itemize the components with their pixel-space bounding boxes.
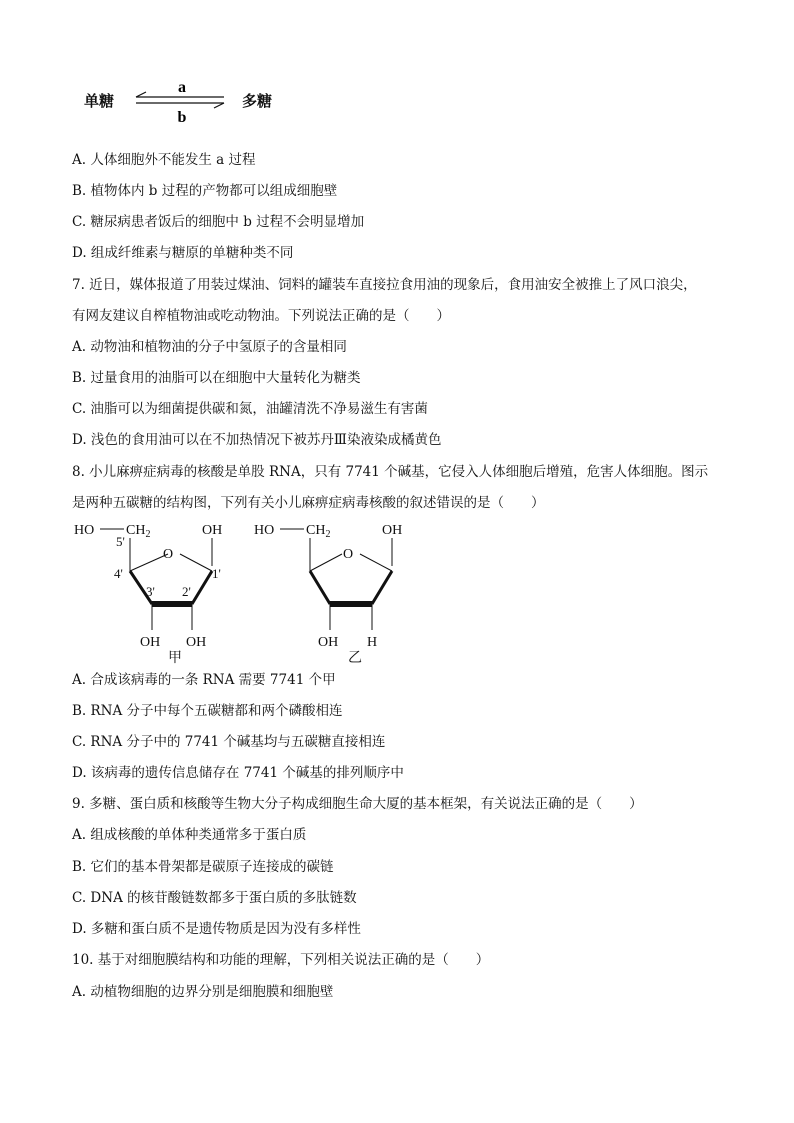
ribose-c3-oh-label: OH	[140, 635, 161, 650]
q8-stem-line2: 是两种五碳糖的结构图，下列有关小儿麻痹症病毒核酸的叙述错误的是（ ）	[72, 495, 545, 511]
ribose-c1-label: 1'	[212, 566, 221, 581]
arrow-label-b: b	[177, 109, 187, 126]
ribose-ring-c1-c2	[192, 571, 212, 604]
ribose-ring-oxygen: O	[163, 547, 174, 562]
q9-option-b: B. 它们的基本骨架都是碳原子连接成的碳链	[72, 859, 334, 875]
deoxyribose-c2-h-label: H	[367, 635, 378, 650]
ribose-c2-label: 2'	[182, 584, 191, 599]
deoxyribose-c1-oh-label: OH	[382, 523, 403, 538]
q8-stem-line1: 8. 小儿麻痹症病毒的核酸是单股 RNA，只有 7741 个碱基，它侵入人体细胞后增殖，危害人体细胞。图示	[72, 464, 709, 480]
ribose-c2-oh-label: OH	[186, 635, 207, 650]
q9-option-a: A. 组成核酸的单体种类通常多于蛋白质	[72, 827, 307, 843]
arrow-label-a: a	[178, 79, 186, 96]
q6-option-b: B. 植物体内 b 过程的产物都可以组成细胞壁	[72, 183, 338, 199]
ribose-ho-label: HO	[74, 523, 95, 538]
arrow-b-head	[214, 103, 224, 108]
ribose-ring-o-c1	[180, 554, 212, 571]
q7-stem-line1: 7. 近日，媒体报道了用装过煤油、饲料的罐装车直接拉食用油的现象后，食用油安全被推上了风口浪尖，	[72, 277, 697, 293]
q6-option-d: D. 组成纤维素与糖原的单糖种类不同	[72, 245, 294, 261]
q7-option-d: D. 浅色的食用油可以在不加热情况下被苏丹Ⅲ染液染成橘黄色	[72, 432, 442, 448]
deoxyribose-ho-label: HO	[254, 523, 275, 538]
ribose-caption: 甲	[168, 651, 182, 666]
ribose-c1-oh-label: OH	[202, 523, 223, 538]
deoxyribose-c3-oh-label: OH	[318, 635, 339, 650]
monosaccharide-polysaccharide-diagram	[80, 78, 300, 126]
q8-option-d: D. 该病毒的遗传信息储存在 7741 个碱基的排列顺序中	[72, 765, 404, 781]
ribose-c5-label: 5'	[116, 534, 125, 549]
q10-option-a: A. 动植物细胞的边界分别是细胞膜和细胞壁	[72, 984, 334, 1000]
q6-option-c: C. 糖尿病患者饭后的细胞中 b 过程不会明显增加	[72, 214, 365, 230]
q7-option-a: A. 动物油和植物油的分子中氢原子的含量相同	[72, 339, 347, 355]
ribose-c3-label: 3'	[146, 584, 155, 599]
ribose-ch2-label: $CH_2$	[126, 523, 151, 540]
deoxyribose-ring-oxygen: O	[343, 547, 354, 562]
q9-option-d: D. 多糖和蛋白质不是遗传物质是因为没有多样性	[72, 921, 361, 937]
q7-option-b: B. 过量食用的油脂可以在细胞中大量转化为糖类	[72, 370, 361, 386]
deoxyribose-ring-c1-c2	[372, 571, 392, 604]
deoxyribose-ring-o-c1	[360, 554, 392, 571]
q8-option-b: B. RNA 分子中每个五碳糖都和两个磷酸相连	[72, 703, 343, 719]
arrow-a-head	[136, 92, 146, 97]
deoxyribose-ch2-label: $CH_2$	[306, 523, 331, 540]
q9-stem: 9. 多糖、蛋白质和核酸等生物大分子构成细胞生命大厦的基本框架，有关说法正确的是（ ）	[72, 796, 643, 812]
reversible-arrows	[132, 78, 232, 126]
monosaccharide-label: 单糖	[84, 92, 115, 110]
ribose-c4-label: 4'	[114, 566, 123, 581]
q7-stem-line2: 有网友建议自榨植物油或吃动物油。下列说法正确的是（ ）	[72, 308, 450, 324]
pentose-structures-figure	[72, 516, 432, 666]
q10-stem: 10. 基于对细胞膜结构和功能的理解，下列相关说法正确的是（ ）	[72, 952, 490, 968]
deoxyribose-ring-c4-o	[310, 554, 342, 571]
q6-option-a: A. 人体细胞外不能发生 a 过程	[72, 152, 256, 168]
q8-option-c: C. RNA 分子中的 7741 个碱基均与五碳糖直接相连	[72, 734, 386, 750]
ribose-structure	[74, 523, 222, 666]
deoxyribose-ring-c4-c3	[310, 571, 330, 604]
deoxyribose-structure	[254, 523, 402, 666]
q8-option-a: A. 合成该病毒的一条 RNA 需要 7741 个甲	[72, 672, 336, 688]
polysaccharide-label: 多糖	[242, 92, 273, 110]
q9-option-c: C. DNA 的核苷酸链数都多于蛋白质的多肽链数	[72, 890, 357, 906]
q7-option-c: C. 油脂可以为细菌提供碳和氮，油罐清洗不净易滋生有害菌	[72, 401, 428, 417]
deoxyribose-caption: 乙	[348, 651, 362, 666]
